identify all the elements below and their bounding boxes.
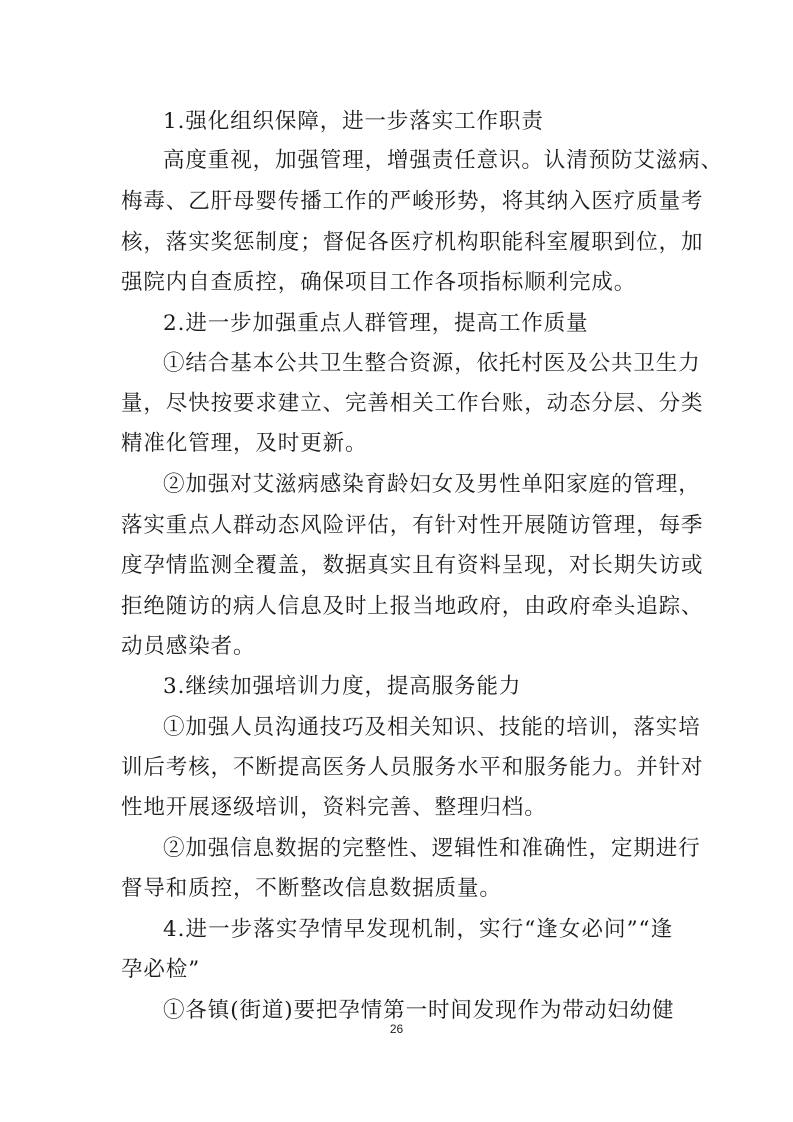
paragraph-line: ①加强人员沟通技巧及相关知识、技能的培训，落实培 <box>163 715 701 740</box>
section-heading-3: 3.继续加强培训力度，提高服务能力 <box>163 674 522 699</box>
section-heading-2: 2.进一步加强重点人群管理，提高工作质量 <box>163 311 589 336</box>
section-heading-4: 4.进一步落实孕情早发现机制，实行“逢女必问”“逢 <box>163 917 673 942</box>
paragraph-line: 梅毒、乙肝母婴传播工作的严峻形势，将其纳入医疗质量考 <box>121 189 704 214</box>
paragraph-line: ②加强信息数据的完整性、逻辑性和准确性，定期进行 <box>163 836 701 861</box>
paragraph-line: ①结合基本公共卫生整合资源，依托村医及公共卫生力 <box>163 351 701 376</box>
paragraph-line: 训后考核，不断提高医务人员服务水平和服务能力。并针对 <box>121 755 704 780</box>
paragraph-line: ②加强对艾滋病感染育龄妇女及男性单阳家庭的管理， <box>163 472 701 497</box>
paragraph-line: 度孕情监测全覆盖，数据真实且有资料呈现，对长期失访或 <box>121 553 704 578</box>
paragraph-line: 督导和质控，不断整改信息数据质量。 <box>121 876 502 901</box>
page-number: 26 <box>389 1022 404 1036</box>
paragraph-line: 落实重点人群动态风险评估，有针对性开展随访管理，每季 <box>121 513 704 538</box>
paragraph-line: ①各镇(街道)要把孕情第一时间发现作为带动妇幼健 <box>163 998 675 1023</box>
paragraph-line: 核，落实奖惩制度；督促各医疗机构职能科室履职到位，加 <box>121 230 704 255</box>
paragraph-line: 量，尽快按要求建立、完善相关工作台账，动态分层、分类 <box>121 391 704 416</box>
paragraph-line: 精准化管理，及时更新。 <box>121 431 368 456</box>
paragraph-line: 强院内自查质控，确保项目工作各项指标顺利完成。 <box>121 270 637 295</box>
paragraph-line: 高度重视，加强管理，增强责任意识。认清预防艾滋病、 <box>163 148 724 173</box>
section-heading-1: 1.强化组织保障，进一步落实工作职责 <box>163 109 544 134</box>
section-heading-4-continued: 孕必检” <box>121 957 201 982</box>
paragraph-line: 动员感染者。 <box>121 634 256 659</box>
paragraph-line: 性地开展逐级培训，资料完善、整理归档。 <box>121 795 547 820</box>
paragraph-line: 拒绝随访的病人信息及时上报当地政府，由政府牵头追踪、 <box>121 594 704 619</box>
